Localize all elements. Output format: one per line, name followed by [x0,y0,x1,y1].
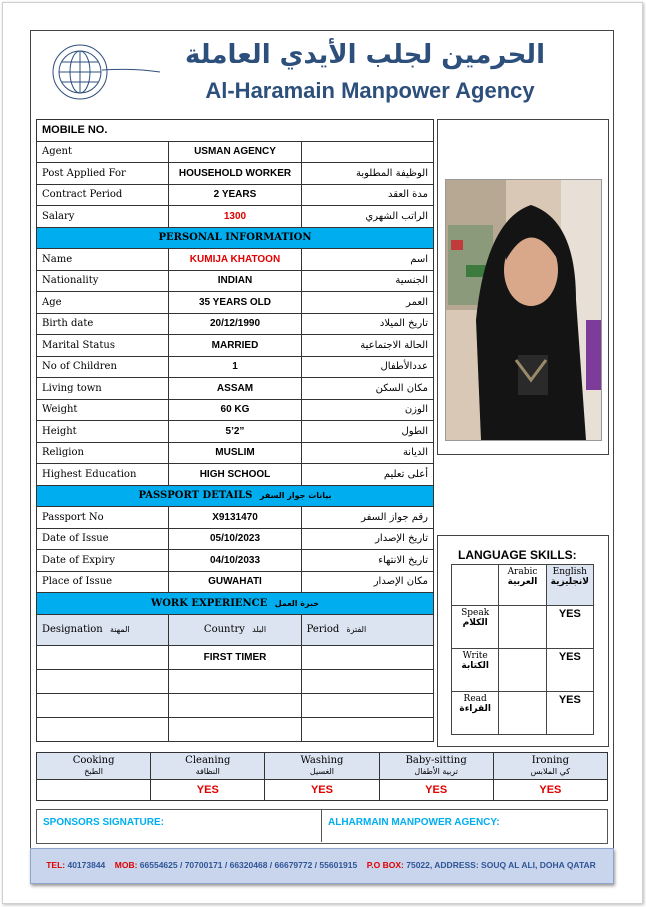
mobile-row [37,120,434,142]
english-header [546,565,593,606]
application-table [36,119,434,742]
agent-value: USMAN AGENCY [169,141,301,163]
work-title-cell [37,593,434,615]
speak-row [452,606,594,649]
height-row [37,421,434,443]
work-cell [301,717,433,741]
read-label-ar: القراءة [459,704,491,714]
passport-no-row [37,507,434,529]
work-cell [301,645,433,669]
skill-label: Baby-sitting [405,755,467,766]
applicant-photo [445,179,602,441]
english-label: English [552,567,587,577]
tel-label: TEL: [46,860,66,870]
work-cell [169,669,301,693]
skills-value-row [37,780,608,801]
tel-value: 40173844 [67,860,106,870]
religion-label: Religion [37,442,169,464]
children-row [37,356,434,378]
birth-value: 20/12/1990 [169,313,301,335]
agency-name-english: Al-Haramain Manpower Agency [205,78,535,103]
agent-ar [301,141,433,163]
issue-label: Date of Issue [37,528,169,550]
place-value: GUWAHATI [169,571,301,593]
passport-title-ar: بيانات جواز السفر [259,491,332,501]
write-header [452,649,499,692]
education-value: HIGH SCHOOL [169,464,301,486]
religion-value: MUSLIM [169,442,301,464]
mobile-label: MOBILE NO. [37,120,434,142]
work-cell [37,693,169,717]
salary-label: Salary [37,206,169,228]
height-ar: الطول [301,421,433,443]
skill-label: Cleaning [185,755,231,766]
speak-header [452,606,499,649]
passport-no-ar: رقم جواز السفر [301,507,433,529]
skill-value: YES [379,780,493,801]
skills-table [36,752,608,801]
contract-value: 2 YEARS [169,184,301,206]
personal-title: PERSONAL INFORMATION [37,227,434,249]
age-label: Age [37,292,169,314]
period-ar: الفترة [346,625,367,634]
name-row [37,249,434,271]
issue-ar: تاريخ الإصدار [301,528,433,550]
issue-value: 05/10/2023 [169,528,301,550]
name-label: Name [37,249,169,271]
salary-ar: الراتب الشهري [301,206,433,228]
work-title: WORK EXPERIENCE [150,597,268,609]
work-cell [169,693,301,717]
skill-label-ar: كي الملابس [530,767,571,776]
designation-ar: المهنة [109,625,130,634]
mob-label: MOB: [114,860,138,870]
town-ar: مكان السكن [301,378,433,400]
skill-value: YES [265,780,379,801]
arabic-label: Arabic [507,567,538,577]
contract-row [37,184,434,206]
mob-value: 66554625 / 70700171 / 66320468 / 66679772 / 55601915 [139,860,358,870]
birth-row [37,313,434,335]
language-header-row [452,565,594,606]
skill-label: Cooking [72,755,115,766]
work-row [37,669,434,693]
weight-row [37,399,434,421]
nationality-label: Nationality [37,270,169,292]
skill-label-ar: الغسيل [309,767,335,776]
place-ar: مكان الإصدار [301,571,433,593]
weight-label: Weight [37,399,169,421]
read-header [452,692,499,735]
skill-header [379,753,493,780]
age-row [37,292,434,314]
expiry-value: 04/10/2033 [169,550,301,572]
contract-ar: مدة العقد [301,184,433,206]
skill-label: Ironing [531,755,569,766]
skill-header [265,753,379,780]
passport-no-label: Passport No [37,507,169,529]
speak-english: YES [546,606,593,649]
country-header [169,614,301,645]
marital-label: Marital Status [37,335,169,357]
salary-value: 1300 [169,206,301,228]
agency-signature-label: ALHARMAIN MANPOWER AGENCY: [328,817,500,828]
contact-info [30,860,612,870]
skill-label-ar: النظافة [195,767,220,776]
marital-ar: الحالة الاجتماعية [301,335,433,357]
skills-header-row [37,753,608,780]
contract-label: Contract Period [37,184,169,206]
passport-title: PASSPORT DETAILS [138,490,253,502]
skill-value: YES [493,780,607,801]
birth-label: Birth date [37,313,169,335]
read-english: YES [546,692,593,735]
work-cell [37,669,169,693]
post-row [37,163,434,185]
work-section-header [37,593,434,615]
town-value: ASSAM [169,378,301,400]
period-label: Period [306,624,340,635]
work-row [37,693,434,717]
birth-ar: تاريخ الميلاد [301,313,433,335]
write-arabic [499,649,546,692]
work-cell [301,693,433,717]
speak-arabic [499,606,546,649]
language-table [451,564,594,735]
place-label: Place of Issue [37,571,169,593]
town-row [37,378,434,400]
post-label: Post Applied For [37,163,169,185]
personal-section-header [37,227,434,249]
period-header [301,614,433,645]
religion-row [37,442,434,464]
education-row [37,464,434,486]
skill-value [37,780,151,801]
children-label: No of Children [37,356,169,378]
height-value: 5’2” [169,421,301,443]
place-row [37,571,434,593]
agency-logo [42,40,162,105]
post-ar: الوظيفة المطلوبة [301,163,433,185]
work-cell [37,645,169,669]
children-ar: عددالأطفال [301,356,433,378]
marital-row [37,335,434,357]
work-title-ar: خبرة العمل [274,598,320,608]
skill-header [151,753,265,780]
work-cell [169,717,301,741]
skill-header [493,753,607,780]
work-cell [301,669,433,693]
nationality-value: INDIAN [169,270,301,292]
read-arabic [499,692,546,735]
passport-title-cell [37,485,434,507]
language-title: LANGUAGE SKILLS: [458,548,577,562]
work-columns-row [37,614,434,645]
work-row [37,645,434,669]
issue-row [37,528,434,550]
write-label: Write [462,651,488,661]
sponsor-signature-label: SPONSORS SIGNATURE: [43,817,164,828]
expiry-label: Date of Expiry [37,550,169,572]
salary-row [37,206,434,228]
passport-section-header [37,485,434,507]
work-row [37,717,434,741]
children-value: 1 [169,356,301,378]
speak-label: Speak [461,608,490,618]
arabic-label-ar: العربية [507,577,538,587]
write-row [452,649,594,692]
write-english: YES [546,649,593,692]
read-row [452,692,594,735]
passport-no-value: X9131470 [169,507,301,529]
country-label: Country [203,624,245,635]
agent-label: Agent [37,141,169,163]
name-ar: اسم [301,249,433,271]
language-corner [452,565,499,606]
age-value: 35 YEARS OLD [169,292,301,314]
country-ar: البلد [252,625,267,634]
education-ar: أعلى تعليم [301,464,433,486]
expiry-ar: تاريخ الانتهاء [301,550,433,572]
arabic-header [499,565,546,606]
designation-header [37,614,169,645]
pobox-value: 75022, ADDRESS: SOUQ AL ALI, DOHA QATAR [406,860,596,870]
signature-divider [321,809,322,842]
weight-ar: الوزن [301,399,433,421]
write-label-ar: الكتابة [461,661,489,671]
read-label: Read [463,694,487,704]
agency-name-arabic: الحرمين لجلب الأيدي العاملة [185,40,545,70]
work-cell [37,717,169,741]
designation-label: Designation [42,624,103,635]
age-ar: العمر [301,292,433,314]
skill-label-ar: تربية الأطفال [414,767,458,776]
nationality-row [37,270,434,292]
post-value: HOUSEHOLD WORKER [169,163,301,185]
town-label: Living town [37,378,169,400]
religion-ar: الديانة [301,442,433,464]
first-timer-value: FIRST TIMER [169,645,301,669]
skill-value: YES [151,780,265,801]
skill-label-ar: الطبخ [84,767,103,776]
name-value: KUMIJA KHATOON [169,249,301,271]
nationality-ar: الجنسية [301,270,433,292]
education-label: Highest Education [37,464,169,486]
skill-header [37,753,151,780]
marital-value: MARRIED [169,335,301,357]
english-label-ar: لانجليزية [550,577,589,587]
weight-value: 60 KG [169,399,301,421]
pobox-label: P.O BOX: [366,860,404,870]
speak-label-ar: الكلام [462,618,488,628]
expiry-row [37,550,434,572]
agent-row [37,141,434,163]
skill-label: Washing [300,755,344,766]
height-label: Height [37,421,169,443]
